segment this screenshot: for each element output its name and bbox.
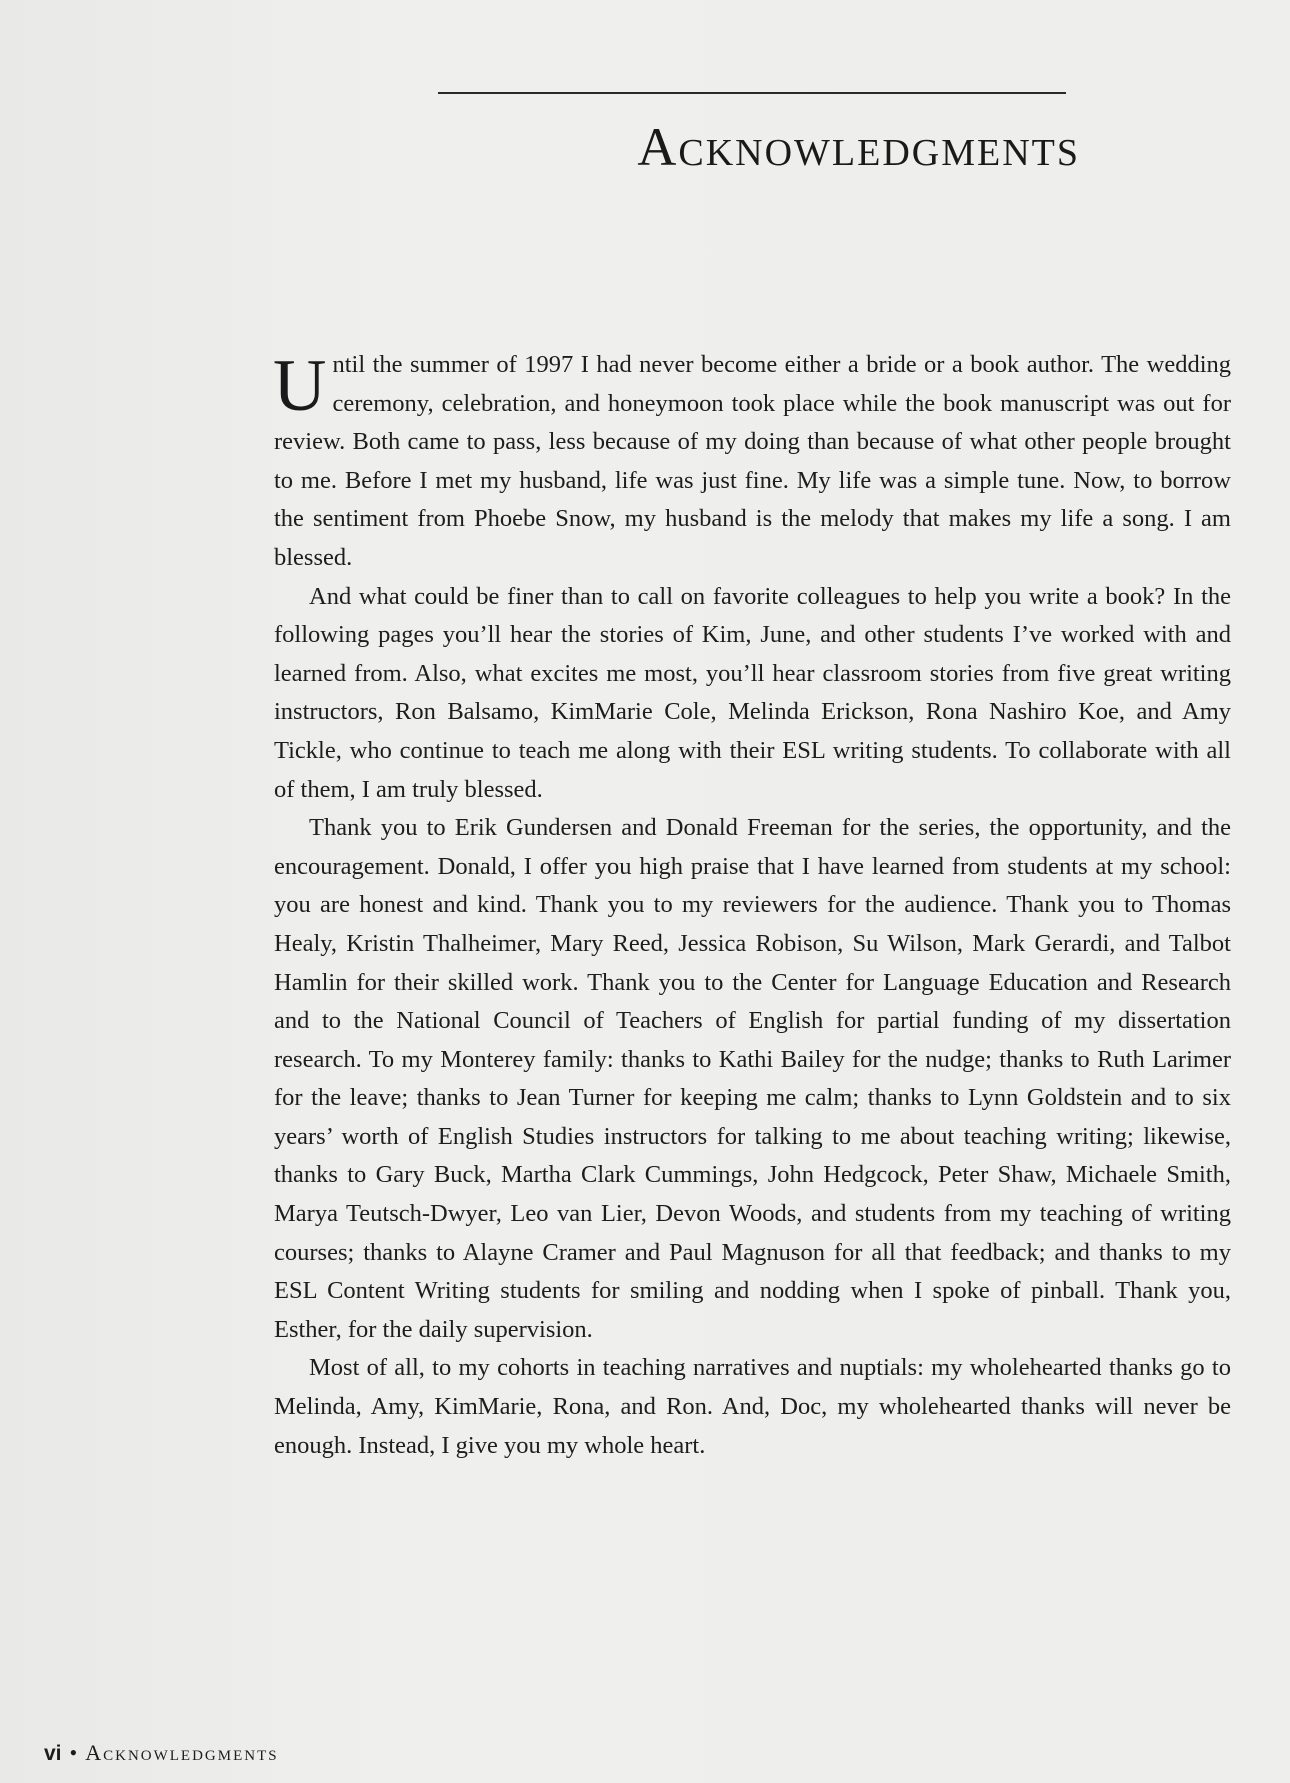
title-rule (438, 92, 1066, 94)
paragraph-4: Most of all, to my cohorts in teaching narratives and nuptials: my wholehearted thanks go to Melinda, Amy, KimMarie, Rona, and Ron. And, Doc, my wholehearted thanks will never be enough. Instead, I give you my whole heart. (274, 1354, 1231, 1459)
running-head: Acknowledgments (85, 1740, 279, 1765)
paragraph-2: And what could be finer than to call on favorite colleagues to help you write a book? In the following pages you’ll hear the stories of Kim, June, and other students I’ve worked with and learned from. Also, what excites me most, you’ll hear classroom stories from five great writing instructors, Ron Balsamo, KimMarie Cole, Melinda Erickson, Rona Nashiro Koe, and Amy Tickle, who continue to teach me along with their ESL writing students. To collaborate with all of them, I am truly blessed. (274, 582, 1231, 803)
page-footer (44, 1740, 279, 1766)
paragraph-1 (274, 346, 1231, 578)
bullet-separator: • (69, 1740, 78, 1765)
paragraph-3: Thank you to Erik Gundersen and Donald Freeman for the series, the opportunity, and the encouragement. Donald, I offer you high praise that I have learned from students at my school: you are honest and kind. Thank you to my reviewers for the audience. Thank you to Thomas Healy, Kristin Thalheimer, Mary Reed, Jessica Robison, Su Wilson, Mark Gerardi, and Talbot Hamlin for their skilled work. Thank you to the Center for Language Education and Research and to the National Council of Teachers of English for partial funding of my dissertation research. To my Monterey family: thanks to Kathi Bailey for the nudge; thanks to Ruth Larimer for the leave; thanks to Jean Turner for keeping me calm; thanks to Lynn Goldstein and to six years’ worth of English Studies instructors for talking to me about teaching writing; likewise, thanks to Gary Buck, Martha Clark Cummings, John Hedgcock, Peter Shaw, Michaele Smith, Marya Teutsch-Dwyer, Leo van Lier, Devon Woods, and students from my teaching of writing courses; thanks to Alayne Cramer and Paul Magnuson for all that feedback; and thanks to my ESL Content Writing students for smiling and nodding when I spoke of pinball. Thank you, Esther, for the daily supervision. (274, 814, 1231, 1343)
body-text (274, 346, 1231, 1465)
page-title: Acknowledgments (637, 117, 1080, 177)
paragraph-1-text: ntil the summer of 1997 I had never become either a bride or a book author. The wedding ceremony, celebration, and honeymoon took place while the book manuscript was out for review. Both came to pass, less because of my doing than because of what other people brought to me. Before I met my husband, life was just fine. My life was a simple tune. Now, to borrow the sentiment from Phoebe Snow, my husband is the melody that makes my life a song. I am blessed. (274, 351, 1231, 571)
drop-cap: U (273, 345, 327, 427)
page-number: vi (44, 1742, 62, 1765)
